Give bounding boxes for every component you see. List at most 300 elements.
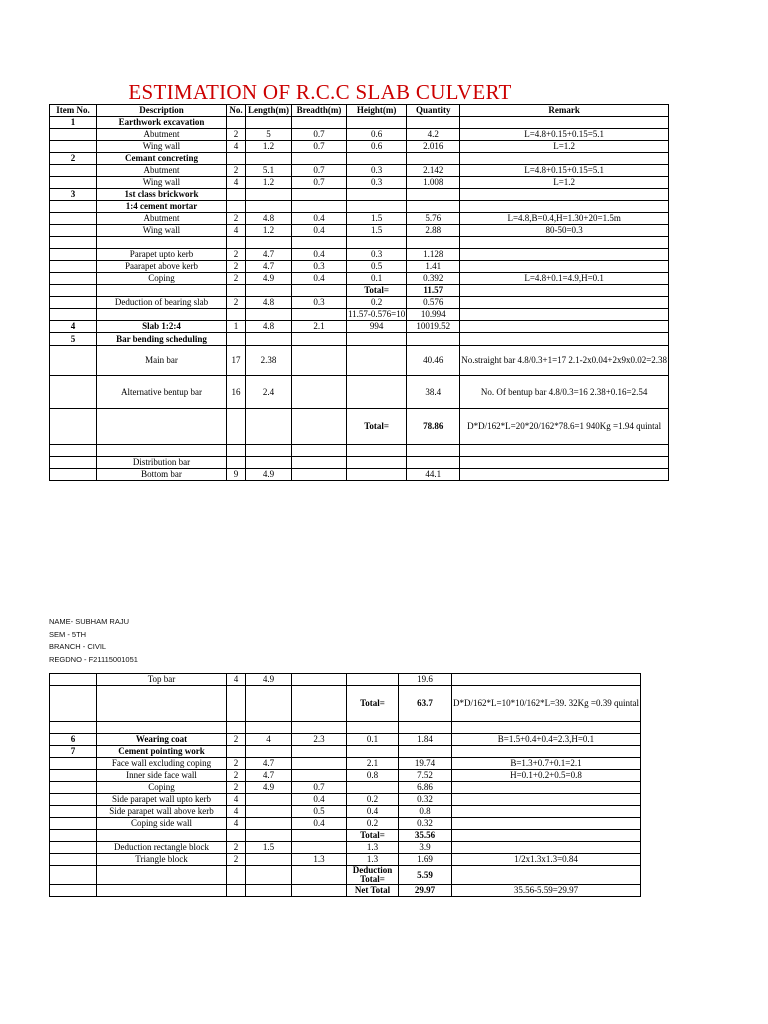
cell-desc [97,866,227,885]
cell-b: 0.7 [292,165,347,177]
cell-q: 5.76 [407,213,460,225]
student-info [49,616,138,666]
table-row [50,309,669,321]
cell-q: 4.2 [407,129,460,141]
cell-q: 78.86 [407,409,460,445]
cell-b [292,770,347,782]
cell-item [50,686,97,722]
cell-r: 1/2x1.3x1.3=0.84 [452,854,641,866]
cell-r: H=0.1+0.2+0.5=0.8 [452,770,641,782]
table-row [50,376,669,409]
cell-desc: Cement pointing work [97,746,227,758]
cell-q: 2.142 [407,165,460,177]
cell-r: L=1.2 [460,141,669,153]
cell-q: 0.392 [407,273,460,285]
table-row [50,333,669,346]
cell-h: 0.6 [347,129,407,141]
cell-desc: Face wall excluding coping [97,758,227,770]
cell-q: 1.84 [399,734,452,746]
cell-no: 4 [227,225,246,237]
cell-q: 38.4 [407,376,460,409]
cell-l: 4.8 [246,213,292,225]
cell-item [50,297,97,309]
cell-l: 4.7 [246,770,292,782]
cell-h [347,237,407,249]
estimate-table-1 [49,104,669,481]
cell-desc: Deduction of bearing slab [97,297,227,309]
cell-b [292,674,347,686]
cell-r: L=4.8+0.15+0.15=5.1 [460,165,669,177]
cell-b [292,346,347,376]
cell-item [50,806,97,818]
cell-h: 0.2 [347,818,399,830]
cell-no [227,153,246,165]
cell-l [246,201,292,213]
cell-r [460,469,669,481]
cell-item [50,285,97,297]
cell-r [452,674,641,686]
cell-r [452,794,641,806]
cell-b [292,237,347,249]
cell-q: 63.7 [399,686,452,722]
cell-b [292,153,347,165]
cell-h: 0.5 [347,261,407,273]
cell-item [50,249,97,261]
cell-r [460,153,669,165]
cell-b [292,469,347,481]
cell-q: 29.97 [399,885,452,897]
cell-b [292,376,347,409]
column-header: Description [97,105,227,117]
cell-b [292,309,347,321]
cell-r: L=4.8+0.15+0.15=5.1 [460,129,669,141]
cell-item [50,722,97,734]
cell-h [347,189,407,201]
cell-q: 2.016 [407,141,460,153]
cell-desc: Triangle block [97,854,227,866]
table-row [50,770,641,782]
cell-b: 0.3 [292,297,347,309]
cell-b [292,201,347,213]
table-row [50,758,641,770]
cell-no: 2 [227,854,246,866]
cell-desc: Wearing coat [97,734,227,746]
cell-q [399,746,452,758]
cell-q: 0.32 [399,794,452,806]
cell-h: Net Total [347,885,399,897]
table-row [50,854,641,866]
column-header: Length(m) [246,105,292,117]
cell-no [227,117,246,129]
cell-h: Total= [347,409,407,445]
cell-q: 5.59 [399,866,452,885]
estimate-table-2 [49,673,641,897]
cell-h: 0.6 [347,141,407,153]
cell-no: 4 [227,177,246,189]
cell-l [246,830,292,842]
cell-no [227,830,246,842]
cell-r [460,117,669,129]
cell-h: Total= [347,686,399,722]
table-row [50,165,669,177]
cell-no: 4 [227,794,246,806]
cell-no: 2 [227,734,246,746]
cell-no [227,746,246,758]
table-row [50,445,669,457]
cell-h [347,746,399,758]
cell-h [347,674,399,686]
cell-desc: Side parapet wall upto kerb [97,794,227,806]
table-row [50,457,669,469]
table-row [50,273,669,285]
column-header: Item No. [50,105,97,117]
cell-l [246,686,292,722]
cell-r [460,297,669,309]
cell-r [452,722,641,734]
cell-b [292,333,347,346]
table-row [50,201,669,213]
cell-h: 0.2 [347,297,407,309]
table-header-row [50,105,669,117]
cell-h: 1.3 [347,842,399,854]
cell-r: No. Of bentup bar 4.8/0.3=16 2.38+0.16=2.54 [460,376,669,409]
cell-q: 7.52 [399,770,452,782]
cell-item [50,225,97,237]
cell-b: 0.4 [292,249,347,261]
cell-r [452,806,641,818]
cell-b [292,830,347,842]
cell-item [50,457,97,469]
cell-q [407,153,460,165]
cell-l [246,854,292,866]
cell-b [292,885,347,897]
cell-desc: Abutment [97,165,227,177]
cell-no: 2 [227,842,246,854]
cell-item [50,309,97,321]
table-row [50,261,669,273]
cell-desc [97,237,227,249]
cell-item [50,201,97,213]
cell-desc: Bar bending scheduling [97,333,227,346]
cell-desc [97,285,227,297]
cell-desc: Alternative bentup bar [97,376,227,409]
cell-h: 11.57-0.576=10 [348,309,406,319]
cell-item [50,273,97,285]
cell-r [452,842,641,854]
cell-l: 4.9 [246,782,292,794]
table-row [50,734,641,746]
cell-h: 0.4 [347,806,399,818]
cell-r [452,830,641,842]
cell-b: 2.1 [292,321,347,333]
cell-b: 2.3 [292,734,347,746]
cell-desc [97,686,227,722]
cell-no: 2 [227,213,246,225]
cell-r: No.straight bar 4.8/0.3+1=17 2.1-2x0.04+2x9x0.02=2.38 [460,346,669,376]
table-row [50,213,669,225]
cell-no [227,686,246,722]
cell-r [460,189,669,201]
cell-l [246,333,292,346]
table-row [50,746,641,758]
table-row [50,285,669,297]
cell-desc: 1:4 cement mortar [97,201,227,213]
cell-q: 1.41 [407,261,460,273]
cell-r [452,818,641,830]
cell-item [50,842,97,854]
table-row [50,346,669,376]
cell-b [292,117,347,129]
cell-desc: Wing wall [97,177,227,189]
cell-r: 80-50=0.3 [460,225,669,237]
cell-l [246,445,292,457]
table-row [50,842,641,854]
cell-desc: Inner side face wall [97,770,227,782]
cell-h: 1.5 [347,213,407,225]
cell-l: 1.2 [246,225,292,237]
cell-item: 6 [50,734,97,746]
cell-h: 0.2 [347,794,399,806]
cell-item: 2 [50,153,97,165]
cell-b: 0.7 [292,177,347,189]
cell-r [452,782,641,794]
table-row [50,674,641,686]
cell-q: 1.008 [407,177,460,189]
cell-r [460,309,669,321]
cell-r [460,261,669,273]
cell-b [292,409,347,445]
cell-desc: Coping [97,273,227,285]
cell-l [246,866,292,885]
cell-b: 0.4 [292,225,347,237]
cell-no: 2 [227,273,246,285]
table-row [50,469,669,481]
cell-h: 2.1 [347,758,399,770]
cell-item [50,129,97,141]
cell-desc: Paarapet above kerb [97,261,227,273]
cell-r [460,237,669,249]
cell-desc: Deduction rectangle block [97,842,227,854]
cell-l [246,794,292,806]
cell-b: 0.7 [292,129,347,141]
table-row [50,141,669,153]
cell-item [50,165,97,177]
cell-b [292,285,347,297]
cell-q: 1.128 [407,249,460,261]
cell-desc: Abutment [97,213,227,225]
cell-h: 0.1 [347,734,399,746]
cell-desc: Earthwork excavation [97,117,227,129]
cell-l: 4.7 [246,249,292,261]
cell-item [50,177,97,189]
cell-l: 4.8 [246,321,292,333]
cell-b [292,842,347,854]
cell-h: Total= [347,830,399,842]
cell-item [50,758,97,770]
cell-l [246,309,292,321]
cell-h: 1.3 [347,854,399,866]
cell-item [50,261,97,273]
cell-h [347,201,407,213]
cell-b [292,457,347,469]
table-row [50,225,669,237]
table-row [50,129,669,141]
cell-h: 0.3 [347,177,407,189]
cell-desc [97,445,227,457]
cell-no: 2 [227,261,246,273]
cell-no [227,866,246,885]
cell-no [227,409,246,445]
cell-r: B=1.3+0.7+0.1=2.1 [452,758,641,770]
cell-h: 0.3 [347,165,407,177]
table-row [50,177,669,189]
cell-no: 16 [227,376,246,409]
cell-r: L=1.2 [460,177,669,189]
cell-q [407,201,460,213]
cell-l [246,806,292,818]
cell-q: 44.1 [407,469,460,481]
cell-r: B=1.5+0.4+0.4=2.3,H=0.1 [452,734,641,746]
cell-l [246,153,292,165]
cell-no: 2 [227,782,246,794]
table-row [50,885,641,897]
cell-desc: Coping side wall [97,818,227,830]
table-row [50,117,669,129]
cell-l [246,457,292,469]
cell-q: 10.994 [407,309,460,321]
table-row [50,818,641,830]
cell-item [50,854,97,866]
cell-no: 4 [227,818,246,830]
cell-no [227,285,246,297]
page-title: ESTIMATION OF R.C.C SLAB CULVERT [128,80,512,104]
cell-item [50,782,97,794]
cell-h [347,117,407,129]
cell-b: 0.7 [292,782,347,794]
student-regdno: REGDNO - F21115001051 [49,654,138,664]
table-row [50,806,641,818]
cell-no [227,237,246,249]
cell-h: Total= [347,285,407,297]
table-row [50,409,669,445]
cell-item [50,794,97,806]
cell-no: 4 [227,806,246,818]
cell-h: 0.3 [347,249,407,261]
table-row [50,297,669,309]
cell-r [460,321,669,333]
cell-l [246,746,292,758]
cell-desc: Wing wall [97,225,227,237]
cell-q [407,457,460,469]
column-header: Breadth(m) [292,105,347,117]
cell-desc: Coping [97,782,227,794]
cell-q: 6.86 [399,782,452,794]
cell-b [292,686,347,722]
cell-l: 5.1 [246,165,292,177]
cell-desc: Parapet upto kerb [97,249,227,261]
cell-q [407,189,460,201]
cell-no: 2 [227,129,246,141]
cell-item [50,674,97,686]
column-header: Height(m) [347,105,407,117]
cell-r [460,285,669,297]
cell-item [50,770,97,782]
cell-q [407,117,460,129]
cell-l: 4.7 [246,261,292,273]
cell-no: 2 [227,770,246,782]
cell-h [347,445,407,457]
cell-b: 0.4 [292,213,347,225]
table-row [50,153,669,165]
cell-l: 1.5 [246,842,292,854]
cell-l: 4.9 [246,273,292,285]
student-semester: SEM - 5TH [49,629,87,639]
cell-no: 2 [227,297,246,309]
cell-r [460,445,669,457]
cell-h [347,153,407,165]
cell-h: Deduction Total= [347,866,399,885]
cell-h: 0.8 [347,770,399,782]
cell-r [460,249,669,261]
cell-l: 4.8 [246,297,292,309]
cell-q: 1.69 [399,854,452,866]
cell-l: 4.7 [246,758,292,770]
cell-q [407,445,460,457]
cell-q: 0.576 [407,297,460,309]
cell-b [292,189,347,201]
cell-item [50,376,97,409]
table-row [50,722,641,734]
cell-b [292,746,347,758]
cell-r [452,746,641,758]
cell-desc: Abutment [97,129,227,141]
cell-no [227,445,246,457]
cell-r: 35.56-5.59=29.97 [452,885,641,897]
cell-q: 35.56 [399,830,452,842]
cell-item: 3 [50,189,97,201]
cell-b: 0.7 [292,141,347,153]
cell-q: 3.9 [399,842,452,854]
cell-item [50,469,97,481]
cell-no [227,885,246,897]
cell-desc [97,830,227,842]
cell-l: 1.2 [246,141,292,153]
cell-desc: Distribution bar [97,457,227,469]
cell-l [246,818,292,830]
cell-q: 11.57 [407,285,460,297]
cell-desc: Slab 1:2:4 [97,321,227,333]
cell-r [460,201,669,213]
cell-no: 4 [227,141,246,153]
cell-item [50,141,97,153]
cell-h [347,722,399,734]
cell-desc: Main bar [97,346,227,376]
cell-q: 19.74 [399,758,452,770]
cell-r [452,866,641,885]
cell-desc: Wing wall [97,141,227,153]
cell-desc: Cemant concreting [97,153,227,165]
cell-desc [97,722,227,734]
cell-l: 4.9 [246,469,292,481]
cell-h [347,469,407,481]
student-branch: BRANCH - CIVIL [49,642,107,651]
column-header: Remark [460,105,669,117]
cell-q: 2.88 [407,225,460,237]
cell-item: 4 [50,321,97,333]
cell-item: 5 [50,333,97,346]
cell-no: 2 [227,165,246,177]
cell-no: 2 [227,249,246,261]
